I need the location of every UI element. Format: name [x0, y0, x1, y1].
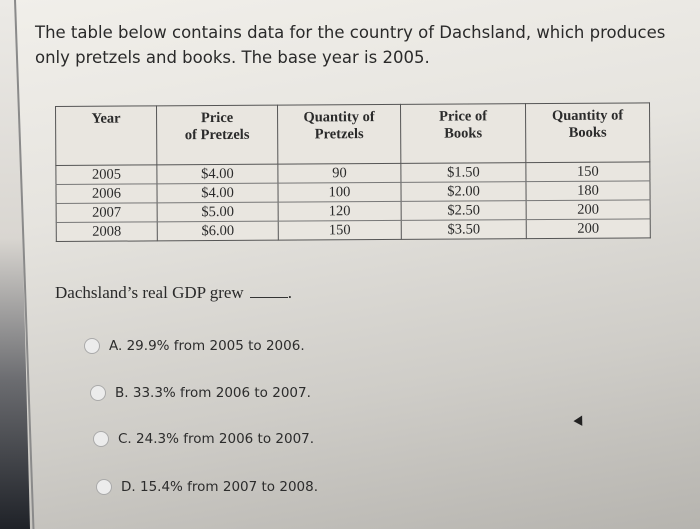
option-c[interactable] [93, 431, 314, 447]
question-prompt [55, 283, 292, 303]
answer-blank [250, 285, 288, 298]
option-text: 33.3% from 2006 to 2007. [132, 385, 311, 401]
option-label: C. [118, 431, 132, 447]
header-line: of Pretzels [184, 126, 250, 144]
cell-price-pretzels: $4.00 [157, 164, 278, 184]
header-line: Year [91, 110, 121, 127]
data-table [55, 102, 651, 242]
cell-price-pretzels: $5.00 [157, 202, 278, 222]
header-quantity-pretzels [277, 104, 400, 164]
header-price-books [400, 104, 525, 164]
header-line: Price of [439, 108, 488, 125]
cell-year: 2005 [56, 165, 157, 185]
radio-button[interactable] [90, 385, 106, 401]
intro-text: The table below contains data for the country of Dachsland, which produces only pretzels and books. The base year is 2005. [35, 23, 666, 67]
header-line: Price [200, 109, 234, 127]
cell-price-books: $2.50 [401, 201, 526, 221]
table-header-row [56, 103, 650, 166]
mouse-cursor-icon [573, 413, 586, 426]
screen-bezel [0, 0, 30, 529]
table-row [56, 219, 650, 242]
cell-quantity-books: 180 [526, 181, 650, 201]
header-line: Pretzels [314, 126, 364, 143]
cell-quantity-books: 150 [526, 162, 650, 182]
header-line: Quantity of [551, 107, 624, 124]
question-suffix: . [287, 283, 292, 302]
header-line: Quantity of [303, 109, 375, 126]
cell-price-books: $2.00 [401, 182, 526, 202]
header-line: Books [444, 125, 483, 142]
question-text: Dachsland’s real GDP grew [55, 283, 244, 302]
cell-quantity-books: 200 [526, 219, 650, 239]
option-label: B. [115, 385, 129, 401]
option-b[interactable] [90, 385, 311, 401]
radio-button[interactable] [84, 338, 100, 354]
cell-price-books: $1.50 [401, 163, 526, 183]
cell-price-pretzels: $4.00 [157, 183, 278, 203]
cell-quantity-pretzels: 150 [278, 220, 401, 240]
cell-quantity-pretzels: 120 [278, 201, 401, 221]
header-quantity-books [525, 103, 649, 163]
cell-year: 2008 [56, 222, 157, 242]
option-text: 24.3% from 2006 to 2007. [136, 431, 315, 447]
cell-price-books: $3.50 [401, 220, 526, 240]
cell-quantity-pretzels: 90 [278, 163, 401, 183]
option-text: 29.9% from 2005 to 2006. [126, 338, 305, 354]
header-price-pretzels [157, 105, 278, 165]
header-year [56, 106, 157, 166]
cell-year: 2007 [56, 203, 157, 223]
header-line: Books [568, 124, 607, 141]
radio-button[interactable] [96, 479, 112, 495]
option-d[interactable] [96, 479, 318, 495]
option-label: D. [121, 479, 136, 495]
radio-button[interactable] [93, 431, 109, 447]
option-label: A. [109, 338, 123, 354]
cell-price-pretzels: $6.00 [157, 221, 278, 241]
cell-quantity-pretzels: 100 [278, 182, 401, 202]
option-text: 15.4% from 2007 to 2008. [139, 479, 319, 495]
option-a[interactable] [84, 338, 305, 354]
cell-quantity-books: 200 [526, 200, 650, 220]
cell-year: 2006 [56, 184, 157, 204]
